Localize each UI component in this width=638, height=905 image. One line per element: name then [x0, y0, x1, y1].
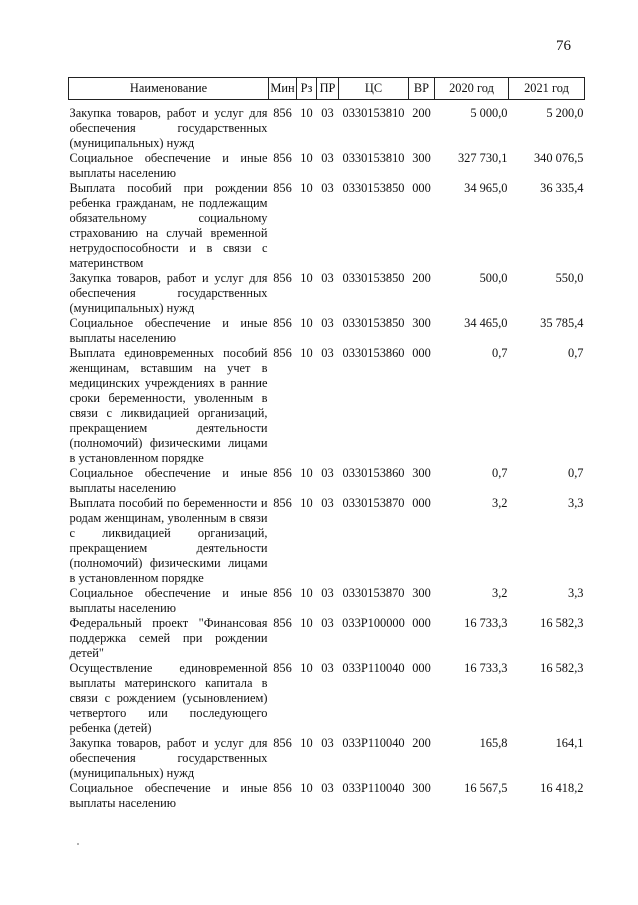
row-amount-2021: 550,0 [555, 271, 584, 285]
table-body [69, 100, 585, 812]
row-name: Социальное обеспечение и иные выплаты населению [69, 151, 268, 180]
row-subsection: 03 [321, 151, 334, 165]
row-expense-type: 300 [412, 151, 431, 165]
header-year-2021: 2021 год [509, 78, 585, 100]
row-target-item: 033P100000 [342, 616, 405, 630]
table-row [69, 346, 585, 466]
row-ministry: 856 [273, 496, 292, 510]
row-section: 10 [300, 106, 313, 120]
row-target-item: 0330153860 [342, 466, 405, 480]
row-target-item: 0330153810 [342, 151, 405, 165]
row-name: Социальное обеспечение и иные выплаты населению [69, 781, 268, 810]
row-subsection: 03 [321, 466, 334, 480]
row-expense-type: 200 [412, 271, 431, 285]
row-expense-type: 200 [412, 736, 431, 750]
row-target-item: 0330153850 [342, 181, 405, 195]
row-subsection: 03 [321, 781, 334, 795]
row-target-item: 0330153860 [342, 346, 405, 360]
row-amount-2021: 36 335,4 [540, 181, 584, 195]
table-row [69, 781, 585, 811]
row-section: 10 [300, 661, 313, 675]
row-amount-2020: 165,8 [479, 736, 508, 750]
row-amount-2020: 34 965,0 [464, 181, 508, 195]
row-subsection: 03 [321, 106, 334, 120]
row-ministry: 856 [273, 151, 292, 165]
row-expense-type: 300 [412, 466, 431, 480]
row-amount-2020: 0,7 [492, 346, 508, 360]
table-row [69, 616, 585, 661]
row-name: Закупка товаров, работ и услуг для обеспечения государственных (муниципальных) нужд [69, 106, 268, 150]
row-subsection: 03 [321, 316, 334, 330]
row-name: Социальное обеспечение и иные выплаты населению [69, 586, 268, 615]
table-row [69, 181, 585, 271]
header-name: Наименование [69, 78, 269, 100]
row-ministry: 856 [273, 181, 292, 195]
row-amount-2021: 16 418,2 [540, 781, 584, 795]
row-name: Социальное обеспечение и иные выплаты населению [69, 466, 268, 495]
row-amount-2021: 3,3 [568, 586, 584, 600]
row-amount-2020: 3,2 [492, 586, 508, 600]
row-subsection: 03 [321, 181, 334, 195]
row-expense-type: 300 [412, 316, 431, 330]
row-amount-2021: 0,7 [568, 466, 584, 480]
row-ministry: 856 [273, 466, 292, 480]
row-section: 10 [300, 736, 313, 750]
header-section: Рз [297, 78, 317, 100]
row-expense-type: 000 [412, 496, 431, 510]
table-row [69, 736, 585, 781]
row-target-item: 0330153810 [342, 106, 405, 120]
table-row [69, 316, 585, 346]
table-row [69, 271, 585, 316]
header-expense-type: ВР [409, 78, 435, 100]
row-name: Осуществление единовременной выплаты материнского капитала в связи с рождением (усыновлением) четвертого или последующего ребенка (детей) [69, 661, 268, 735]
row-expense-type: 000 [412, 346, 431, 360]
row-amount-2021: 3,3 [568, 496, 584, 510]
page-number: 76 [556, 38, 571, 54]
row-amount-2021: 0,7 [568, 346, 584, 360]
row-subsection: 03 [321, 346, 334, 360]
row-name: Выплата единовременных пособий женщинам, вставшим на учет в медицинских учреждениях в ранние сроки беременности, уволенным в связи с ликвидацией организаций, прекращением деятельности (полномочий) физическими лицами в установленном порядке [69, 346, 268, 465]
row-name: Закупка товаров, работ и услуг для обеспечения государственных (муниципальных) нужд [69, 736, 268, 780]
header-target-item: ЦС [339, 78, 409, 100]
row-expense-type: 200 [412, 106, 431, 120]
row-amount-2020: 0,7 [492, 466, 508, 480]
row-amount-2020: 16 733,3 [464, 661, 508, 675]
row-section: 10 [300, 181, 313, 195]
row-target-item: 033P110040 [342, 661, 405, 675]
row-section: 10 [300, 496, 313, 510]
row-ministry: 856 [273, 316, 292, 330]
row-expense-type: 300 [412, 781, 431, 795]
row-subsection: 03 [321, 736, 334, 750]
row-expense-type: 000 [412, 616, 431, 630]
row-amount-2021: 164,1 [555, 736, 584, 750]
row-amount-2021: 16 582,3 [540, 661, 584, 675]
row-section: 10 [300, 346, 313, 360]
scan-speck [77, 843, 79, 845]
row-section: 10 [300, 781, 313, 795]
table-row [69, 496, 585, 586]
row-target-item: 033P110040 [342, 781, 405, 795]
row-amount-2020: 16 567,5 [464, 781, 508, 795]
row-ministry: 856 [273, 661, 292, 675]
row-subsection: 03 [321, 661, 334, 675]
row-name: Социальное обеспечение и иные выплаты населению [69, 316, 268, 345]
row-subsection: 03 [321, 496, 334, 510]
row-ministry: 856 [273, 271, 292, 285]
row-amount-2020: 327 730,1 [457, 151, 508, 165]
table-header [69, 78, 585, 100]
header-year-2020: 2020 год [435, 78, 509, 100]
row-section: 10 [300, 271, 313, 285]
row-section: 10 [300, 616, 313, 630]
row-ministry: 856 [273, 106, 292, 120]
row-subsection: 03 [321, 271, 334, 285]
row-expense-type: 000 [412, 661, 431, 675]
budget-table [68, 77, 585, 811]
row-amount-2020: 3,2 [492, 496, 508, 510]
row-section: 10 [300, 466, 313, 480]
row-subsection: 03 [321, 616, 334, 630]
row-name: Выплата пособий по беременности и родам женщинам, уволенным в связи с ликвидацией организаций, прекращением деятельности (полномочий) физическими лицами в установленном порядке [69, 496, 268, 585]
row-ministry: 856 [273, 346, 292, 360]
row-target-item: 033P110040 [342, 736, 405, 750]
row-amount-2020: 34 465,0 [464, 316, 508, 330]
row-name: Федеральный проект "Финансовая поддержка семей при рождении детей" [69, 616, 268, 660]
row-subsection: 03 [321, 586, 334, 600]
row-amount-2021: 5 200,0 [546, 106, 584, 120]
row-section: 10 [300, 151, 313, 165]
table-row [69, 586, 585, 616]
row-target-item: 0330153850 [342, 316, 405, 330]
table-row [69, 100, 585, 152]
row-name: Закупка товаров, работ и услуг для обеспечения государственных (муниципальных) нужд [69, 271, 268, 315]
row-target-item: 0330153850 [342, 271, 405, 285]
row-amount-2020: 5 000,0 [470, 106, 508, 120]
table-row [69, 466, 585, 496]
row-amount-2020: 500,0 [479, 271, 508, 285]
table-row [69, 661, 585, 736]
row-amount-2021: 35 785,4 [540, 316, 584, 330]
row-expense-type: 000 [412, 181, 431, 195]
row-section: 10 [300, 316, 313, 330]
table-row [69, 151, 585, 181]
row-ministry: 856 [273, 616, 292, 630]
header-ministry: Мин [269, 78, 297, 100]
row-target-item: 0330153870 [342, 496, 405, 510]
row-name: Выплата пособий при рождении ребенка гражданам, не подлежащим обязательному социальному страхованию на случай временной нетрудоспособности и в связи с материнством [69, 181, 268, 270]
row-ministry: 856 [273, 736, 292, 750]
row-ministry: 856 [273, 781, 292, 795]
row-expense-type: 300 [412, 586, 431, 600]
row-ministry: 856 [273, 586, 292, 600]
row-amount-2021: 16 582,3 [540, 616, 584, 630]
row-section: 10 [300, 586, 313, 600]
row-amount-2021: 340 076,5 [533, 151, 584, 165]
row-amount-2020: 16 733,3 [464, 616, 508, 630]
header-subsection: ПР [317, 78, 339, 100]
header-row [69, 78, 585, 100]
row-target-item: 0330153870 [342, 586, 405, 600]
